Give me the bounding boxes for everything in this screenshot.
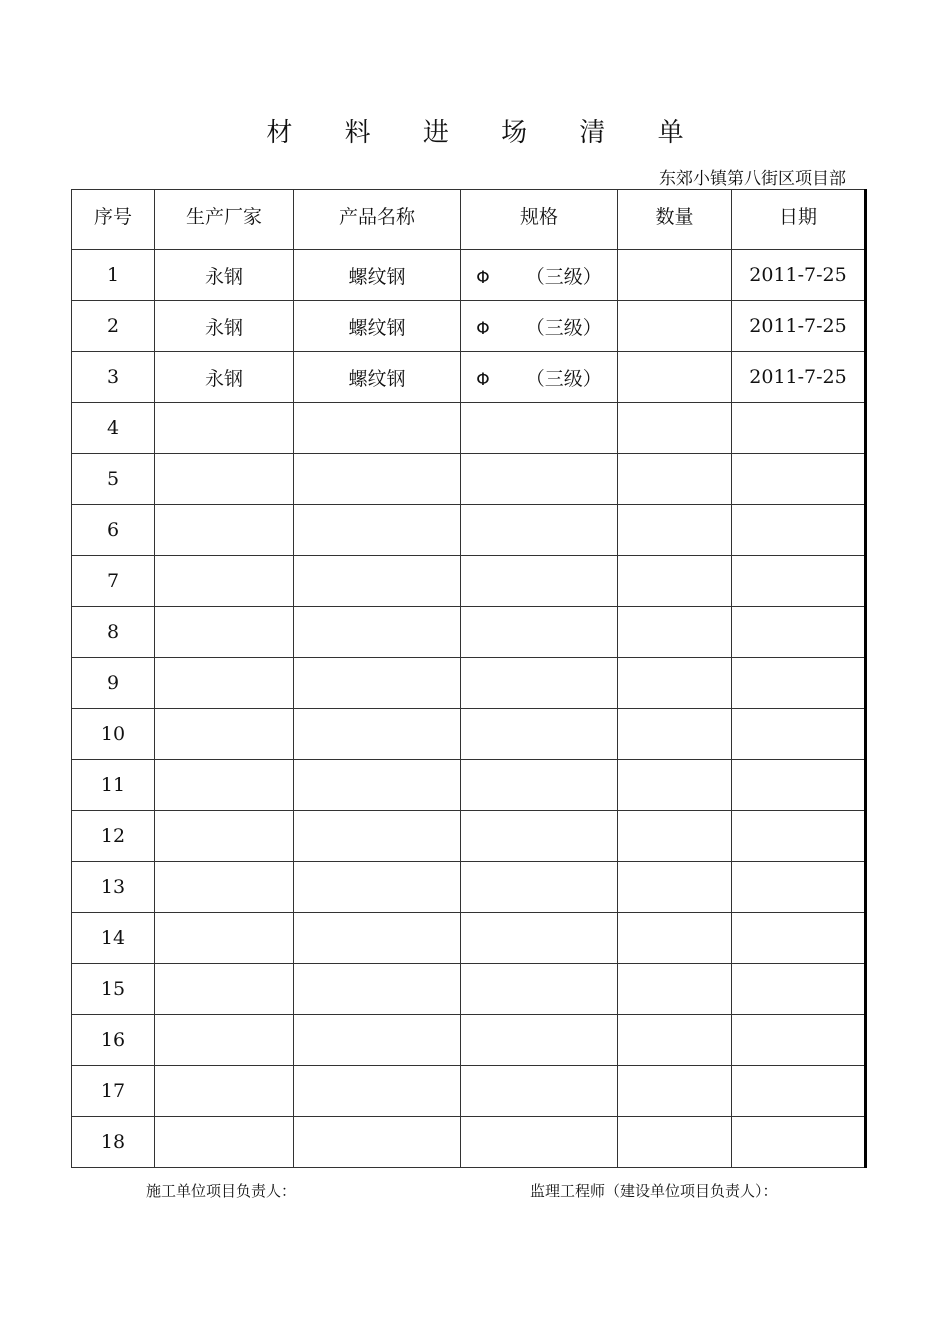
cell-spec [461,505,618,556]
material-table [71,189,867,1168]
cell-maker [155,760,294,811]
cell-no: 3 [72,352,155,403]
cell-quantity [618,709,732,760]
cell-maker [155,607,294,658]
table-row [72,709,866,760]
cell-date [732,1066,866,1117]
table-row [72,760,866,811]
cell-product [294,556,461,607]
cell-product: 螺纹钢 [294,250,461,301]
spec-symbol: Φ [476,369,490,390]
cell-date [732,1015,866,1066]
cell-date [732,556,866,607]
table-row [72,1066,866,1117]
cell-quantity [618,250,732,301]
cell-spec [461,301,618,352]
spec-grade: （三级） [525,265,602,288]
cell-no: 17 [72,1066,155,1117]
cell-maker [155,1117,294,1168]
spec-symbol: Φ [476,267,490,288]
cell-quantity [618,556,732,607]
cell-maker [155,658,294,709]
cell-quantity [618,607,732,658]
cell-date [732,403,866,454]
cell-no: 18 [72,1117,155,1168]
cell-date: 2011-7-25 [732,250,866,301]
cell-product: 螺纹钢 [294,301,461,352]
cell-date [732,913,866,964]
cell-product [294,913,461,964]
cell-spec [461,1066,618,1117]
document-title: 材 料 进 场 清 单 [266,118,706,148]
cell-quantity [618,760,732,811]
spec-grade: （三级） [525,367,602,390]
cell-spec [461,352,618,403]
cell-no: 15 [72,964,155,1015]
cell-spec [461,403,618,454]
cell-date [732,607,866,658]
cell-maker [155,505,294,556]
cell-product: 螺纹钢 [294,352,461,403]
cell-quantity [618,454,732,505]
cell-product [294,403,461,454]
cell-date [732,454,866,505]
cell-no: 5 [72,454,155,505]
table-row [72,607,866,658]
cell-spec [461,709,618,760]
cell-spec [461,556,618,607]
cell-no: 2 [72,301,155,352]
cell-spec [461,862,618,913]
cell-no: 10 [72,709,155,760]
cell-quantity [618,352,732,403]
header-spec: 规格 [461,190,618,250]
cell-quantity [618,811,732,862]
cell-maker [155,964,294,1015]
cell-maker [155,862,294,913]
cell-product [294,454,461,505]
cell-maker [155,403,294,454]
header-no: 序号 [72,190,155,250]
header-date: 日期 [732,190,866,250]
cell-product [294,658,461,709]
cell-maker: 永钢 [155,250,294,301]
cell-no: 8 [72,607,155,658]
cell-spec [461,811,618,862]
cell-maker [155,709,294,760]
cell-quantity [618,505,732,556]
table-row [72,811,866,862]
cell-product [294,505,461,556]
table-header-row [72,190,866,250]
cell-no: 6 [72,505,155,556]
header-quantity: 数量 [618,190,732,250]
cell-no: 16 [72,1015,155,1066]
cell-spec [461,1117,618,1168]
cell-maker: 永钢 [155,301,294,352]
cell-no: 9 [72,658,155,709]
cell-product [294,1015,461,1066]
cell-spec [461,250,618,301]
cell-no: 4 [72,403,155,454]
cell-spec [461,454,618,505]
cell-quantity [618,1066,732,1117]
cell-date [732,709,866,760]
cell-date [732,1117,866,1168]
cell-quantity [618,1015,732,1066]
cell-date [732,658,866,709]
table-row [72,301,866,352]
header-product: 产品名称 [294,190,461,250]
table-row [72,454,866,505]
cell-quantity [618,301,732,352]
cell-product [294,1117,461,1168]
cell-maker [155,1066,294,1117]
cell-quantity [618,1117,732,1168]
cell-no: 11 [72,760,155,811]
cell-date [732,964,866,1015]
contractor-signature-label: 施工单位项目负责人： [146,1182,297,1200]
cell-quantity [618,403,732,454]
cell-no: 1 [72,250,155,301]
cell-spec [461,658,618,709]
cell-product [294,760,461,811]
cell-date [732,862,866,913]
spec-symbol: Φ [476,318,490,339]
table-row [72,964,866,1015]
cell-date: 2011-7-25 [732,352,866,403]
cell-spec [461,760,618,811]
cell-maker [155,454,294,505]
cell-product [294,964,461,1015]
table-row [72,862,866,913]
cell-quantity [618,862,732,913]
cell-no: 14 [72,913,155,964]
cell-date [732,811,866,862]
cell-date [732,760,866,811]
cell-maker [155,556,294,607]
table-row [72,505,866,556]
cell-quantity [618,964,732,1015]
table-row [72,250,866,301]
table-row [72,556,866,607]
table-row [72,403,866,454]
cell-spec [461,607,618,658]
cell-maker [155,811,294,862]
cell-no: 7 [72,556,155,607]
cell-maker [155,1015,294,1066]
table-row [72,658,866,709]
cell-quantity [618,913,732,964]
cell-product [294,811,461,862]
table-row [72,1117,866,1168]
cell-no: 13 [72,862,155,913]
cell-product [294,862,461,913]
cell-no: 12 [72,811,155,862]
table-row [72,352,866,403]
cell-maker: 永钢 [155,352,294,403]
cell-maker [155,913,294,964]
cell-quantity [618,658,732,709]
cell-date [732,505,866,556]
table-row [72,913,866,964]
cell-product [294,709,461,760]
cell-product [294,607,461,658]
header-maker: 生产厂家 [155,190,294,250]
cell-date: 2011-7-25 [732,301,866,352]
supervisor-signature-label: 监理工程师（建设单位项目负责人）： [530,1182,778,1200]
organization-name: 东郊小镇第八街区项目部 [659,169,846,189]
cell-spec [461,913,618,964]
cell-product [294,1066,461,1117]
table-row [72,1015,866,1066]
cell-spec [461,964,618,1015]
spec-grade: （三级） [525,316,602,339]
cell-spec [461,1015,618,1066]
